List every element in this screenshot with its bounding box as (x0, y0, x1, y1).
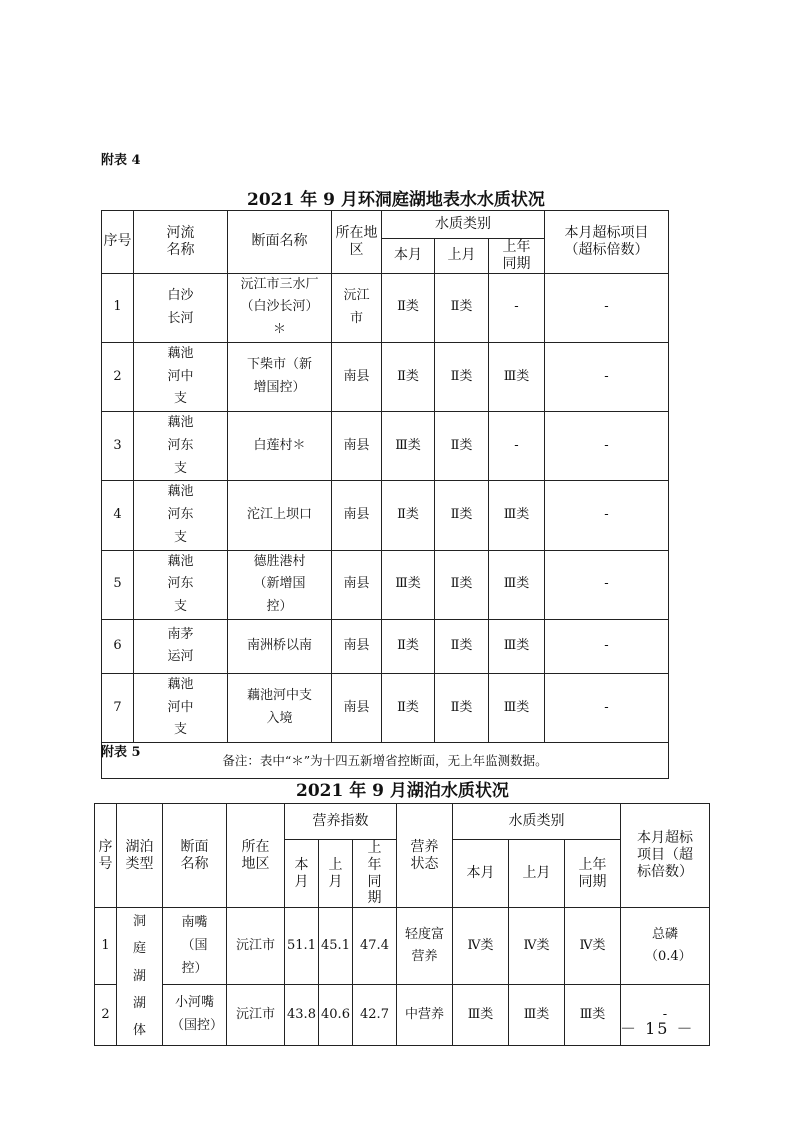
t5-cell-wq-year: Ⅳ类 (565, 908, 621, 985)
t4-cell-area: 南县 (332, 550, 382, 619)
t5-cell-wq-last: Ⅳ类 (509, 908, 565, 985)
t5-header-ti-year: 上年同期 (353, 840, 397, 908)
table-row (102, 673, 669, 742)
t4-cell-seq: 3 (102, 412, 134, 481)
t4-cell-area: 南县 (332, 481, 382, 550)
t4-cell-this-month: Ⅱ类 (382, 619, 435, 673)
t4-header-exceed: 本月超标项目（超标倍数） (545, 211, 669, 274)
t4-cell-this-month: Ⅱ类 (382, 342, 435, 411)
t4-cell-last-year: Ⅲ类 (489, 342, 545, 411)
t4-cell-last-year: - (489, 412, 545, 481)
t4-cell-last-year: Ⅲ类 (489, 673, 545, 742)
t5-cell-ti-this: 43.8 (285, 985, 319, 1045)
table4-title: 2021 年 9 月环洞庭湖地表水水质状况 (247, 190, 545, 210)
t4-cell-this-month: Ⅱ类 (382, 673, 435, 742)
t4-cell-seq: 4 (102, 481, 134, 550)
t5-cell-wq-this: Ⅳ类 (453, 908, 509, 985)
table-row (102, 342, 669, 411)
t4-cell-exceed: - (545, 673, 669, 742)
t4-header-this-month: 本月 (382, 239, 435, 274)
table-row (102, 273, 669, 342)
t5-cell-seq: 2 (95, 985, 117, 1045)
t4-cell-this-month: Ⅲ类 (382, 412, 435, 481)
table-row (95, 985, 710, 1045)
t4-cell-exceed: - (545, 273, 669, 342)
t4-cell-area: 南县 (332, 673, 382, 742)
t5-cell-state: 轻度富营养 (397, 908, 453, 985)
t5-cell-seq: 1 (95, 908, 117, 985)
t4-cell-last-month: Ⅱ类 (435, 673, 489, 742)
t4-header-last-year: 上年同期 (489, 239, 545, 274)
t4-cell-river: 藕池河中支 (134, 342, 228, 411)
t4-cell-last-month: Ⅱ类 (435, 550, 489, 619)
t4-cell-this-month: Ⅱ类 (382, 481, 435, 550)
t5-header-ti-this: 本月 (285, 840, 319, 908)
t4-cell-exceed: - (545, 342, 669, 411)
t4-cell-this-month: Ⅲ类 (382, 550, 435, 619)
t4-cell-exceed: - (545, 481, 669, 550)
t5-header-trophic-state: 营养状态 (397, 804, 453, 908)
table-row (102, 619, 669, 673)
t5-header-trophic-group: 营养指数 (285, 804, 397, 840)
table5-caption: 附表 5 (101, 745, 141, 760)
t4-header-wq-group: 水质类别 (382, 211, 545, 239)
page-number: － 15 － (620, 1019, 695, 1038)
t4-cell-last-month: Ⅱ类 (435, 619, 489, 673)
table-row (95, 908, 710, 985)
t5-cell-state: 中营养 (397, 985, 453, 1045)
t5-header-wq-group: 水质类别 (453, 804, 621, 840)
t5-cell-exceed: 总磷（0.4） (621, 908, 710, 985)
t4-cell-area: 南县 (332, 619, 382, 673)
t4-cell-seq: 2 (102, 342, 134, 411)
table-row (102, 481, 669, 550)
t4-cell-last-year: Ⅲ类 (489, 481, 545, 550)
t4-cell-area: 南县 (332, 342, 382, 411)
t4-cell-last-month: Ⅱ类 (435, 412, 489, 481)
table4-caption: 附表 4 (101, 153, 141, 168)
t5-cell-wq-year: Ⅲ类 (565, 985, 621, 1045)
t4-cell-exceed: - (545, 412, 669, 481)
t5-header-ti-last: 上月 (319, 840, 353, 908)
t5-cell-ti-year: 47.4 (353, 908, 397, 985)
t4-header-seq: 序号 (102, 211, 134, 274)
t4-cell-this-month: Ⅱ类 (382, 273, 435, 342)
table5 (94, 803, 710, 1046)
t5-cell-exceed: - (621, 985, 710, 1045)
t5-header-wq-year: 上年同期 (565, 840, 621, 908)
t4-cell-seq: 1 (102, 273, 134, 342)
t4-cell-section: 沱江上坝口 (228, 481, 332, 550)
t4-cell-section: 德胜港村（新增国控） (228, 550, 332, 619)
t4-cell-section: 南洲桥以南 (228, 619, 332, 673)
t4-header-area: 所在地区 (332, 211, 382, 274)
t4-cell-area: 沅江市 (332, 273, 382, 342)
t4-cell-last-month: Ⅱ类 (435, 273, 489, 342)
t5-header-section: 断面名称 (163, 804, 227, 908)
t5-cell-ti-year: 42.7 (353, 985, 397, 1045)
table4 (101, 210, 669, 779)
t5-cell-area: 沅江市 (227, 985, 285, 1045)
t4-cell-last-month: Ⅱ类 (435, 481, 489, 550)
t5-cell-area: 沅江市 (227, 908, 285, 985)
t4-cell-last-year: Ⅲ类 (489, 550, 545, 619)
t4-cell-river: 藕池河东支 (134, 481, 228, 550)
t4-cell-river: 藕池河东支 (134, 550, 228, 619)
t5-header-wq-last: 上月 (509, 840, 565, 908)
t5-header-wq-this: 本月 (453, 840, 509, 908)
t5-cell-ti-this: 51.1 (285, 908, 319, 985)
t4-cell-seq: 5 (102, 550, 134, 619)
t5-cell-ti-last: 45.1 (319, 908, 353, 985)
t5-header-area: 所在地区 (227, 804, 285, 908)
t5-header-lake-type: 湖泊类型 (117, 804, 163, 908)
t4-cell-section: 下柴市（新增国控） (228, 342, 332, 411)
table-row (102, 550, 669, 619)
t4-cell-seq: 6 (102, 619, 134, 673)
t4-cell-last-month: Ⅱ类 (435, 342, 489, 411)
t4-cell-river: 藕池河东支 (134, 412, 228, 481)
t5-cell-wq-last: Ⅲ类 (509, 985, 565, 1045)
t4-cell-section: 白莲村＊ (228, 412, 332, 481)
t5-cell-wq-this: Ⅲ类 (453, 985, 509, 1045)
t5-cell-lake-type: 洞庭湖湖体 (117, 908, 163, 1045)
t4-header-river: 河流名称 (134, 211, 228, 274)
t5-header-exceed: 本月超标项目（超标倍数） (621, 804, 710, 908)
t4-cell-last-year: Ⅲ类 (489, 619, 545, 673)
t4-cell-area: 南县 (332, 412, 382, 481)
t4-cell-section: 沅江市三水厂（白沙长河）＊ (228, 273, 332, 342)
t4-cell-exceed: - (545, 619, 669, 673)
t4-cell-seq: 7 (102, 673, 134, 742)
t4-cell-exceed: - (545, 550, 669, 619)
t4-cell-section: 藕池河中支入境 (228, 673, 332, 742)
t5-cell-ti-last: 40.6 (319, 985, 353, 1045)
t4-cell-river: 南茅运河 (134, 619, 228, 673)
t4-header-last-month: 上月 (435, 239, 489, 274)
table-row (102, 412, 669, 481)
t4-note: 备注：表中“＊”为十四五新增省控断面，无上年监测数据。 (102, 743, 669, 779)
t4-cell-river: 白沙长河 (134, 273, 228, 342)
t4-cell-river: 藕池河中支 (134, 673, 228, 742)
t5-header-seq: 序号 (95, 804, 117, 908)
t5-cell-section: 南嘴（国控） (163, 908, 227, 985)
table5-title: 2021 年 9 月湖泊水质状况 (296, 781, 509, 801)
t4-header-section: 断面名称 (228, 211, 332, 274)
t4-cell-last-year: - (489, 273, 545, 342)
t5-cell-section: 小河嘴（国控） (163, 985, 227, 1045)
